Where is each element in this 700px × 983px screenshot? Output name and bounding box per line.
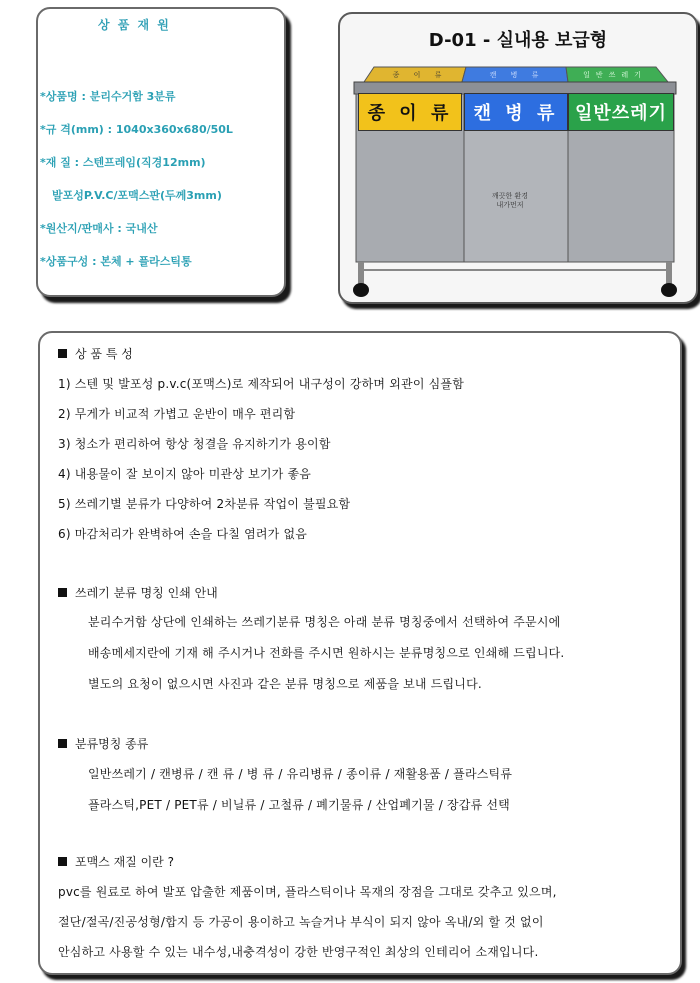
feature-item: 2) 무게가 비교적 가볍고 운반이 매우 편리함 — [58, 407, 296, 421]
formax-line: 안심하고 사용할 수 있는 내수성,내충격성이 강한 반영구적인 최상의 인테리어 소재입니다. — [58, 945, 539, 959]
print-guide-heading — [58, 584, 218, 601]
body-slogan — [470, 192, 550, 210]
lid-label-paper: 종 이 류 — [392, 71, 448, 79]
feature-item: 6) 마감처리가 완벽하여 손을 다칠 염려가 없음 — [58, 527, 308, 541]
bullet-square-icon — [58, 857, 67, 866]
label-general: 일반쓰레기 — [568, 93, 674, 131]
label-paper: 종 이 류 — [358, 93, 462, 131]
lid-label-general: 일반쓰레기 — [583, 71, 647, 79]
print-guide-title: 쓰레기 분류 명칭 인쇄 안내 — [75, 586, 218, 600]
print-guide-line: 배송메세지란에 기재 해 주시거나 전화를 주시면 원하시는 분류명칭으로 인쇄해 드립니다. — [88, 646, 565, 660]
recycling-bin-illustration — [340, 14, 696, 302]
spec-product-name: *상품명 : 분리수거함 3분류 — [40, 90, 176, 103]
categories-title: 분류명칭 종류 — [75, 737, 149, 751]
bullet-square-icon — [58, 349, 67, 358]
spec-material: *재 질 : 스텐프레임(직경12mm) — [40, 156, 206, 169]
categories-line: 일반쓰레기 / 캔병류 / 캔 류 / 병 류 / 유리병류 / 종이류 / 재활용품 / 플라스틱류 — [88, 767, 513, 781]
body-slogan-line-2: 내가먼저 — [496, 201, 524, 209]
info-panel — [38, 331, 682, 975]
lid-label-can: 캔 병 류 — [489, 71, 545, 79]
spec-material-2: 발포성P.V.C/포맥스판(두께3mm) — [52, 189, 222, 202]
bullet-square-icon — [58, 588, 67, 597]
formax-line: pvc를 원료로 하여 발포 압출한 제품이며, 플라스틱이나 목재의 장점을 그대로 갖추고 있으며, — [58, 885, 557, 899]
formax-heading — [58, 853, 174, 870]
features-title: 상 품 특 성 — [75, 347, 133, 361]
bullet-square-icon — [58, 739, 67, 748]
feature-item: 3) 청소가 편리하여 항상 청결을 유지하기가 용이함 — [58, 437, 331, 451]
categories-heading — [58, 735, 148, 752]
body-slogan-line-1: 깨끗한 환경 — [491, 192, 529, 200]
product-title: D-01 - 실내용 보급형 — [428, 30, 608, 51]
formax-line: 절단/절곡/진공성형/합지 등 가공이 용이하고 녹슬거나 부식이 되지 않아 옥내/외 할 것 없이 — [58, 915, 544, 929]
feature-item: 5) 쓰레기별 분류가 다양하여 2차분류 작업이 불필요함 — [58, 497, 351, 511]
spec-composition: *상품구성 : 본체 + 플라스틱통 — [40, 255, 192, 268]
spec-card — [36, 7, 286, 297]
spec-dimensions: *규 격(mm) : 1040x360x680/50L — [40, 123, 233, 136]
leg-right — [666, 262, 672, 284]
wheel-right — [661, 283, 677, 297]
print-guide-line: 분리수거함 상단에 인쇄하는 쓰레기분류 명칭은 아래 분류 명칭중에서 선택하여 주문시에 — [88, 615, 561, 629]
leg-left — [358, 262, 364, 284]
product-card — [338, 12, 698, 304]
feature-item: 1) 스텐 및 발포성 p.v.c(포맥스)로 제작되어 내구성이 강하며 외관이 심플함 — [58, 377, 465, 391]
features-heading — [58, 345, 133, 362]
feature-item: 4) 내용물이 잘 보이지 않아 미관상 보기가 좋음 — [58, 467, 312, 481]
print-guide-line: 별도의 요청이 없으시면 사진과 같은 분류 명칭으로 제품을 보내 드립니다. — [88, 677, 482, 691]
categories-line: 플라스틱,PET / PET류 / 비닐류 / 고철류 / 폐기물류 / 산업폐기물 / 장갑류 선택 — [88, 798, 510, 812]
spec-origin: *원산지/판매사 : 국내산 — [40, 222, 158, 235]
wheel-left — [353, 283, 369, 297]
spec-title: 상 품 재 원 — [98, 18, 171, 32]
label-can: 캔 병 류 — [464, 93, 568, 131]
formax-title: 포맥스 재질 이란 ? — [75, 855, 174, 869]
